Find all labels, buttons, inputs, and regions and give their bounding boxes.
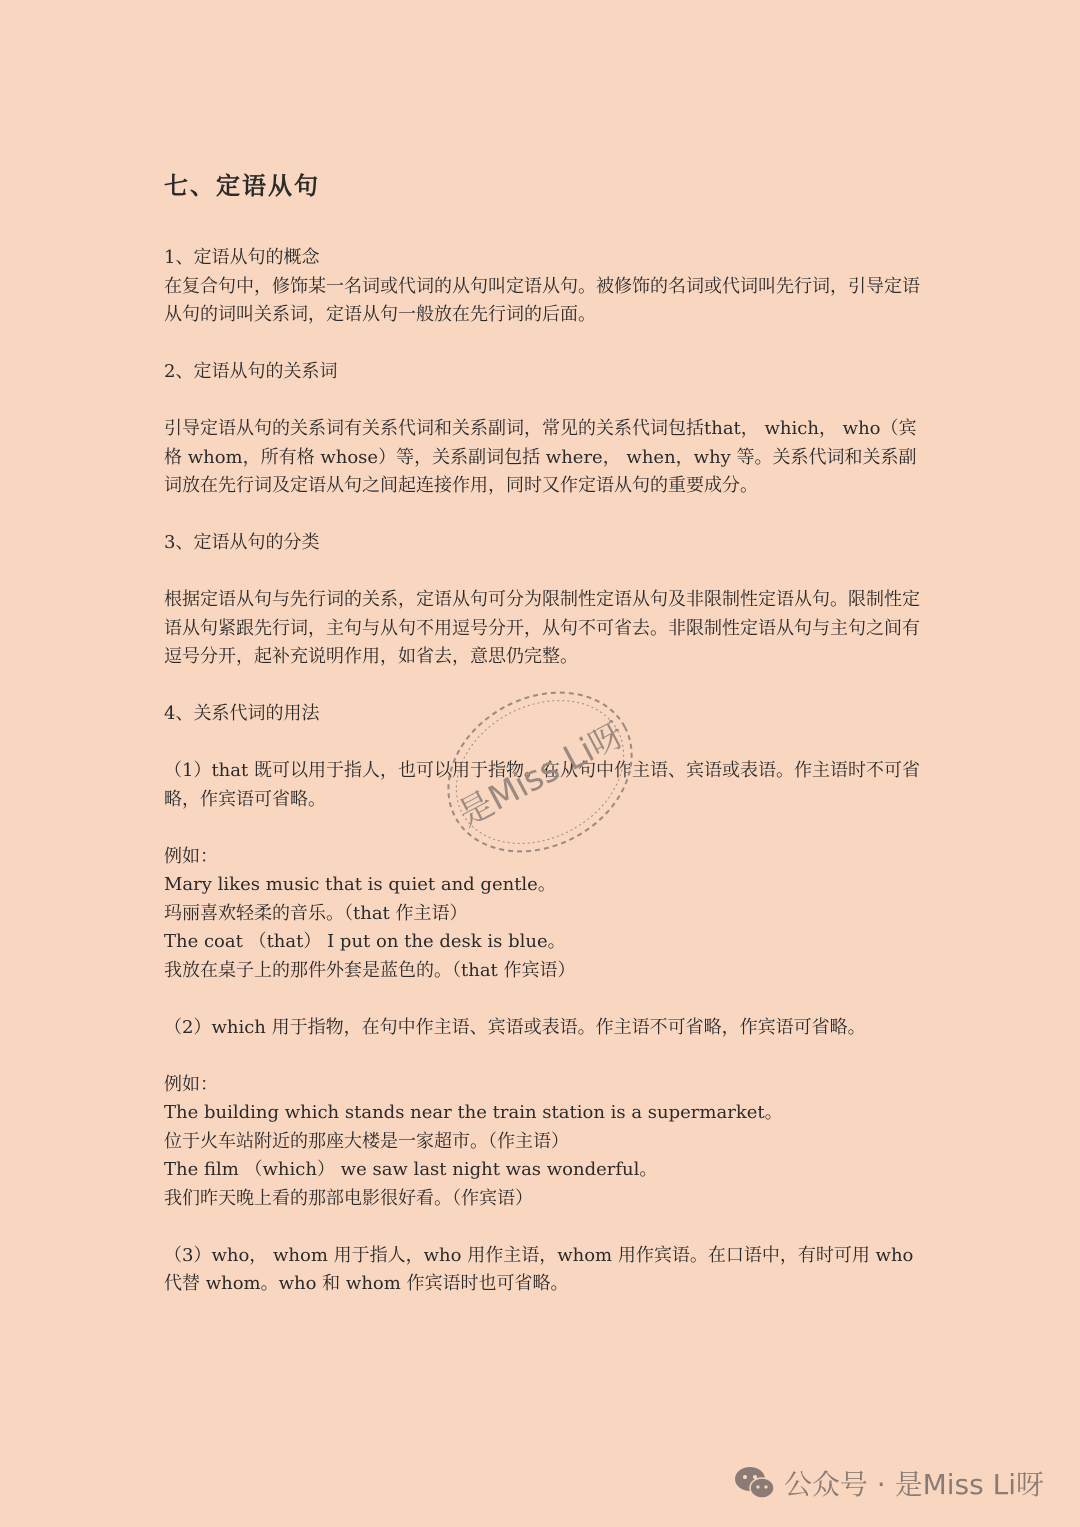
- example-line: 玛丽喜欢轻柔的音乐。（that 作主语）: [164, 902, 468, 924]
- section-heading-1: 1、定语从句的概念: [164, 247, 320, 268]
- wechat-icon: [734, 1465, 776, 1501]
- section-1-paragraph: 在复合句中，修饰某一名词或代词的从句叫定语从句。被修饰的名词或代词叫先行词，引导定语从句的词叫关系词，定语从句一般放在先行词的后面。: [164, 275, 920, 325]
- example-line: 我们昨天晚上看的那部电影很好看。（作宾语）: [164, 1187, 533, 1209]
- usage-rule-who-whom: （3）who， whom 用于指人，who 用作主语，whom 用作宾语。在口语中，有时可用 who 代替 whom。who 和 whom 作宾语时也可省略。: [164, 1244, 914, 1294]
- example-line: 我放在桌子上的那件外套是蓝色的。（that 作宾语）: [164, 959, 576, 981]
- watermark-text: 是Miss Li呀: [451, 714, 631, 835]
- usage-rule-which: （2）which 用于指物，在句中作主语、宾语或表语。作主语不可省略，作宾语可省略。: [164, 1016, 866, 1038]
- example-line: The building which stands near the train station is a supermarket。: [164, 1102, 783, 1123]
- example-label: 例如：: [164, 845, 218, 867]
- section-heading-2: 2、定语从句的关系词: [164, 361, 338, 382]
- footer-text: 公众号 · 是Miss Li呀: [783, 1468, 1044, 1501]
- example-label: 例如：: [164, 1073, 218, 1095]
- section-3-paragraph: 根据定语从句与先行词的关系，定语从句可分为限制性定语从句及非限制性定语从句。限制性定语从句紧跟先行词，主句与从句不用逗号分开，从句不可省去。非限制性定语从句与主句之间有逗号分开，起补充说明作用，如省去，意思仍完整。: [164, 589, 920, 667]
- example-line: The coat （that） I put on the desk is blue。: [164, 931, 566, 952]
- section-2-paragraph: 引导定语从句的关系词有关系代词和关系副词，常见的关系代词包括that， which， who（宾格 whom，所有格 whose）等，关系副词包括 where， when，why 等。关系代词和关系副词放在先行词及定语从句之间起连接作用，同时又作定语从句的重要成分。: [164, 418, 917, 496]
- document-content: [164, 168, 924, 1299]
- example-line: Mary likes music that is quiet and gentle。: [164, 874, 556, 895]
- page-title: 七、定语从句: [164, 172, 320, 200]
- section-heading-3: 3、定语从句的分类: [164, 532, 320, 553]
- example-line: The film （which） we saw last night was wonderful。: [164, 1159, 658, 1180]
- usage-rule-that: （1）that 既可以用于指人，也可以用于指物。在从句中作主语、宾语或表语。作主语时不可省略，作宾语可省略。: [164, 760, 920, 810]
- footer-account: [734, 1463, 1044, 1503]
- section-heading-4: 4、关系代词的用法: [164, 703, 320, 724]
- example-line: 位于火车站附近的那座大楼是一家超市。（作主语）: [164, 1130, 569, 1152]
